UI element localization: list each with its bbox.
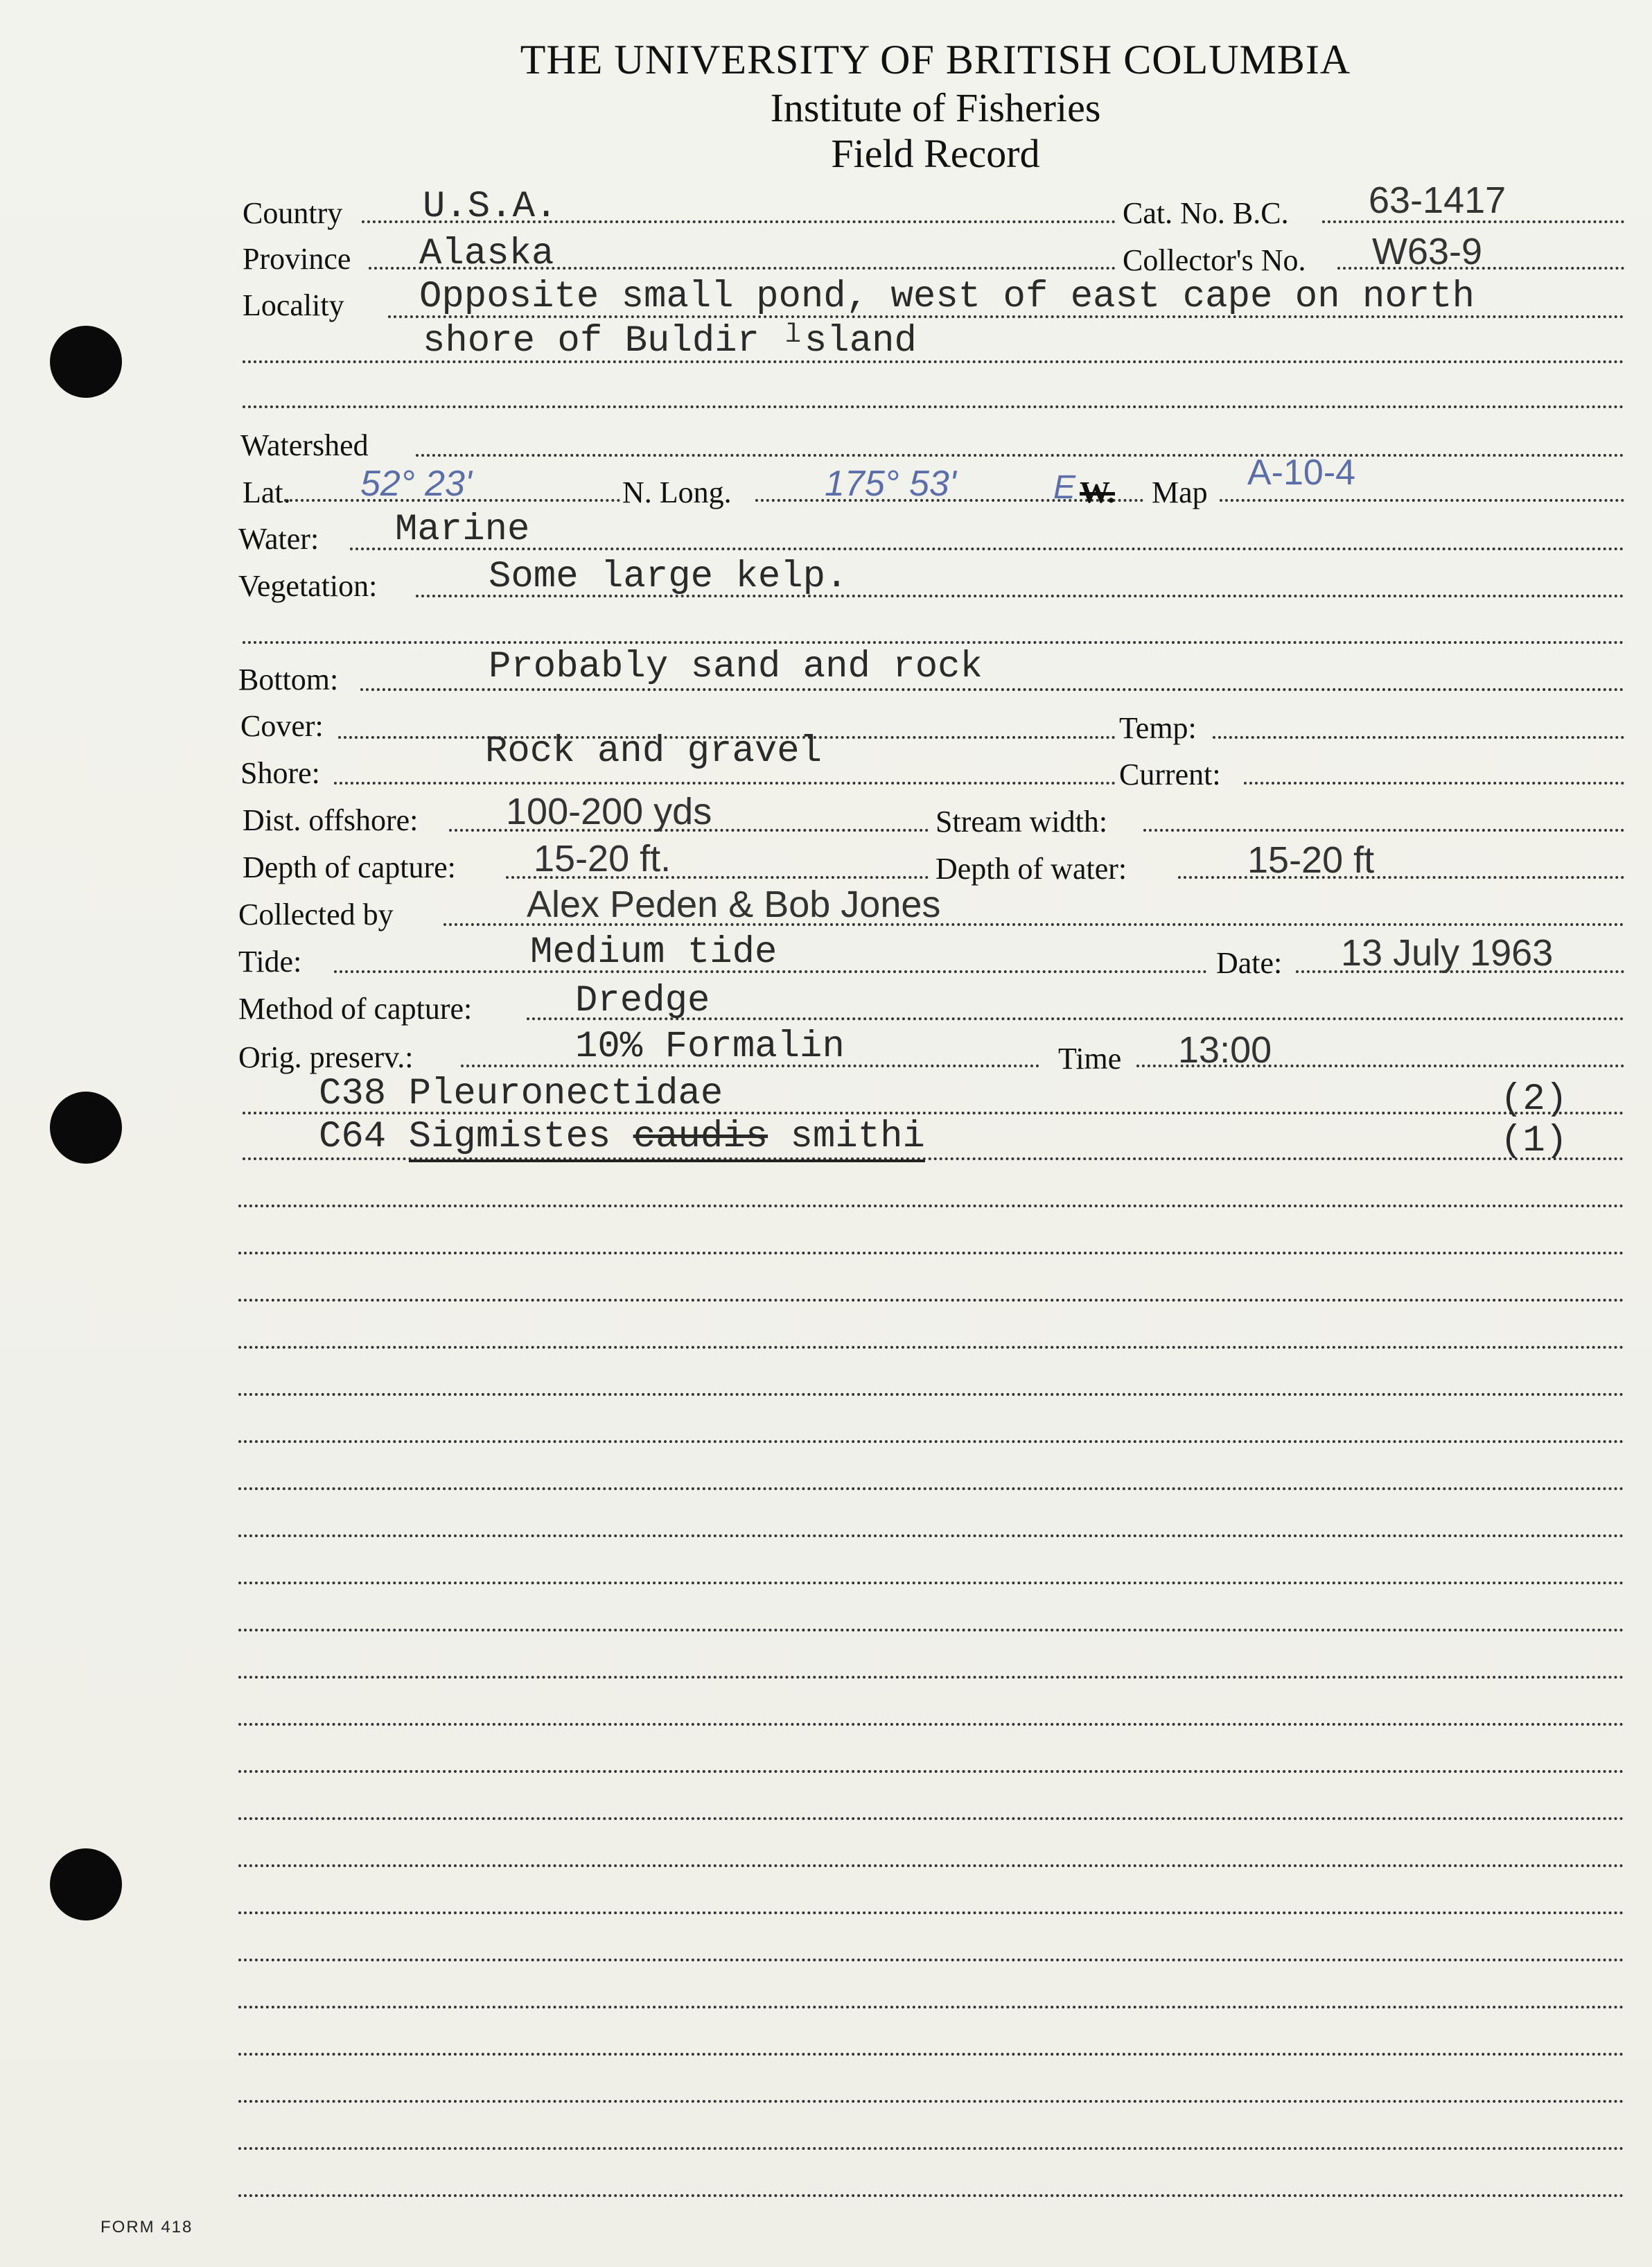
locality-label: Locality (243, 288, 344, 322)
dotted-line (238, 2100, 1624, 2103)
long-value: 175° 53' (825, 464, 956, 504)
current-label: Current: (1119, 758, 1221, 791)
map-label: Map (1152, 475, 1208, 509)
province-label: Province (243, 242, 351, 276)
time-label: Time (1058, 1042, 1122, 1076)
specimen-row (319, 1073, 723, 1115)
tide-value: Medium tide (530, 931, 777, 974)
watershed-label: Watershed (240, 428, 369, 462)
dotted-line (350, 548, 1624, 550)
long-direction: E (1053, 469, 1076, 506)
dotted-line (238, 1346, 1624, 1349)
dotted-line (238, 1770, 1624, 1773)
dotted-line (334, 782, 1116, 785)
dotted-line (238, 1723, 1624, 1726)
specimen-struck-name: caudis (633, 1116, 768, 1162)
shore-value: Rock and gravel (485, 730, 823, 773)
water-value: Marine (395, 509, 530, 551)
vegetation-label: Vegetation: (238, 569, 378, 603)
province-value: Alaska (419, 233, 554, 275)
tide-label: Tide: (238, 945, 302, 979)
depth-water-value: 15-20 ft (1247, 839, 1375, 881)
dotted-line (238, 1864, 1624, 1867)
method-value: Dredge (575, 980, 710, 1022)
dotted-line (1244, 782, 1624, 785)
stream-width-label: Stream width: (935, 805, 1108, 839)
shore-label: Shore: (240, 756, 320, 790)
record-title: Field Record (831, 131, 1040, 176)
dotted-line (416, 454, 1624, 457)
dotted-line (238, 1911, 1624, 1914)
time-value: 13:00 (1178, 1029, 1272, 1071)
collected-by-label: Collected by (238, 898, 394, 931)
method-label: Method of capture: (238, 992, 473, 1026)
dotted-line (238, 1299, 1624, 1302)
collector-no-label: Collector's No. (1123, 243, 1306, 277)
bottom-label: Bottom: (238, 663, 339, 697)
dotted-line (1220, 499, 1624, 502)
specimen-name: Pleuronectidae (408, 1073, 723, 1115)
n-long-label: N. Long. (622, 475, 732, 509)
depth-capture-label: Depth of capture: (243, 850, 456, 884)
institute-title: Institute of Fisheries (770, 85, 1101, 130)
form-number: FORM 418 (100, 2218, 193, 2237)
orig-preserv-label: Orig. preserv.: (238, 1040, 414, 1074)
country-value: U.S.A. (423, 186, 558, 228)
dotted-line (1143, 829, 1624, 832)
dotted-line (238, 1487, 1624, 1490)
dotted-line (1178, 876, 1624, 879)
dotted-line (238, 2194, 1624, 2197)
water-label: Water: (238, 522, 319, 556)
dotted-line (238, 2053, 1624, 2056)
dotted-line (238, 2147, 1624, 2150)
locality-line-1: Opposite small pond, west of east cape on north (419, 276, 1475, 318)
punch-hole (50, 1092, 122, 1164)
dotted-line (238, 1205, 1624, 1207)
dotted-line (238, 1252, 1624, 1254)
country-label: Country (243, 196, 343, 230)
specimen-count: (2) (1500, 1078, 1568, 1121)
collector-no-value: W63-9 (1372, 231, 1483, 272)
lat-label: Lat. (243, 475, 291, 509)
depth-water-label: Depth of water: (935, 852, 1127, 886)
map-value: A-10-4 (1247, 453, 1356, 493)
dotted-line (360, 688, 1624, 691)
specimen-row (319, 1116, 925, 1158)
punch-hole (50, 326, 122, 398)
dotted-line (243, 641, 1624, 644)
cat-no-value: 63-1417 (1369, 180, 1506, 221)
dist-offshore-value: 100-200 yds (506, 791, 712, 832)
specimen-species: smithi (791, 1116, 925, 1162)
cover-label: Cover: (240, 709, 324, 743)
temp-label: Temp: (1119, 711, 1197, 745)
dotted-line (238, 1534, 1624, 1537)
dotted-line (238, 1582, 1624, 1584)
specimen-count: (1) (1500, 1120, 1568, 1162)
lat-value: 52° 23' (360, 464, 472, 504)
specimen-code: C64 (319, 1116, 387, 1158)
date-label: Date: (1216, 946, 1283, 980)
dotted-line (238, 1440, 1624, 1443)
cat-no-label: Cat. No. B.C. (1123, 196, 1289, 230)
university-title: THE UNIVERSITY OF BRITISH COLUMBIA (520, 37, 1351, 82)
dotted-line (238, 1629, 1624, 1631)
locality-line-2: shore of Buldir ˡsland (423, 320, 917, 362)
orig-preserv-value: 10% Formalin (575, 1026, 845, 1068)
dist-offshore-label: Dist. offshore: (243, 803, 419, 837)
vegetation-value: Some large kelp. (489, 556, 848, 598)
dotted-line (238, 1393, 1624, 1396)
specimen-code: C38 (319, 1073, 387, 1115)
long-direction-struck: W. (1080, 475, 1115, 509)
dotted-line (238, 1959, 1624, 1961)
dotted-line (238, 2006, 1624, 2008)
dotted-line (243, 405, 1624, 408)
dotted-line (238, 1817, 1624, 1820)
bottom-value: Probably sand and rock (489, 646, 983, 688)
specimen-genus: Sigmistes (409, 1116, 611, 1162)
dotted-line (238, 1676, 1624, 1679)
dotted-line (1213, 736, 1624, 739)
punch-hole (50, 1848, 122, 1920)
collected-by-value: Alex Peden & Bob Jones (527, 884, 941, 925)
date-value: 13 July 1963 (1341, 932, 1554, 974)
depth-capture-value: 15-20 ft. (534, 838, 671, 879)
